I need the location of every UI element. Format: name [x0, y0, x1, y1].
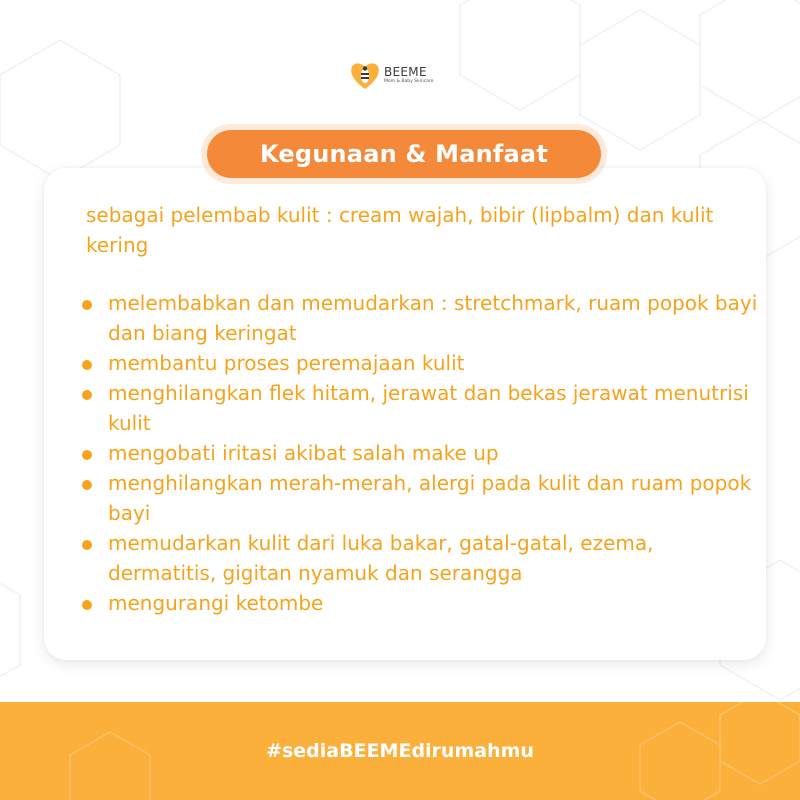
bullet-dot-icon — [82, 540, 92, 550]
list-item — [78, 378, 758, 438]
bullet-dot-icon — [82, 600, 92, 610]
brand-name: BEEME — [384, 64, 427, 79]
list-item — [78, 438, 758, 468]
list-item-text: mengurangi ketombe — [108, 591, 324, 615]
footer-hashtag: #sediaBEEMEdirumahmu — [266, 740, 534, 762]
list-item — [78, 468, 758, 528]
intro-text: sebagai pelembab kulit : cream wajah, bibir (lipbalm) dan kulit kering — [86, 203, 714, 257]
list-item — [78, 528, 758, 588]
title-banner — [207, 130, 601, 178]
brand-logo — [350, 58, 434, 92]
list-item — [78, 288, 758, 348]
list-item-text: membantu proses peremajaan kulit — [108, 351, 465, 375]
brand-tagline: Mom & Baby Skincare — [384, 78, 434, 84]
bullet-dot-icon — [82, 360, 92, 370]
footer-banner — [0, 702, 800, 800]
bullet-dot-icon — [82, 390, 92, 400]
page-title: Kegunaan & Manfaat — [260, 140, 548, 168]
list-item-text: menghilangkan flek hitam, jerawat dan bekas jerawat menutrisi kulit — [108, 381, 749, 435]
list-item — [78, 348, 758, 378]
bullet-dot-icon — [82, 300, 92, 310]
bullet-dot-icon — [82, 480, 92, 490]
list-item-text: menghilangkan merah-merah, alergi pada kulit dan ruam popok bayi — [108, 471, 752, 525]
list-item-text: mengobati iritasi akibat salah make up — [108, 441, 499, 465]
benefit-list — [78, 288, 758, 618]
list-item — [78, 588, 758, 618]
bullet-dot-icon — [82, 450, 92, 460]
list-item-text: melembabkan dan memudarkan : stretchmark, ruam popok bayi dan biang keringat — [108, 291, 758, 345]
bee-heart-icon — [350, 59, 380, 91]
brand-wordmark — [384, 66, 434, 85]
list-item-text: memudarkan kulit dari luka bakar, gatal-gatal, ezema, dermatitis, gigitan nyamuk dan serangga — [108, 531, 654, 585]
